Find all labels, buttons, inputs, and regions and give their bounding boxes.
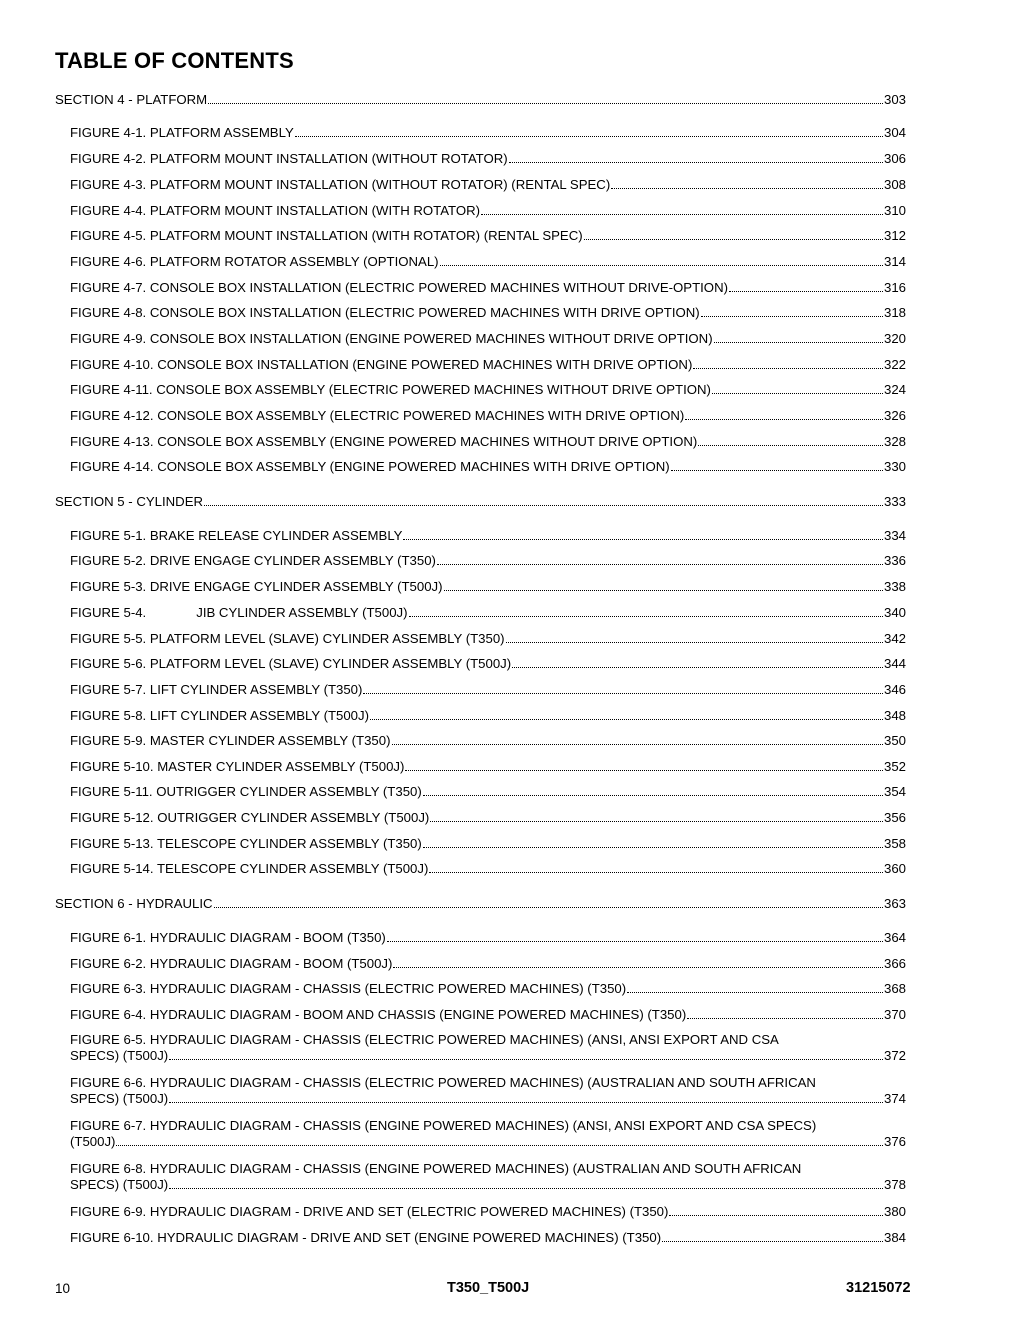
toc-entry-label: FIGURE 4-13. CONSOLE BOX ASSEMBLY (ENGINE POWERED MACHINES WITHOUT DRIVE OPTION) [70, 434, 698, 449]
toc-page-number: 326 [883, 408, 906, 423]
toc-entry-label: FIGURE 5-9. MASTER CYLINDER ASSEMBLY (T350) [70, 733, 391, 748]
toc-page-number: 340 [883, 605, 906, 620]
toc-page-number: 358 [883, 836, 906, 851]
dot-leader [627, 991, 883, 993]
toc-figure-entry[interactable] [70, 280, 906, 296]
toc-page-number: 360 [883, 861, 906, 876]
dot-leader [370, 718, 883, 720]
toc-entry-label: FIGURE 5-4. [70, 605, 147, 620]
dot-leader [169, 1101, 883, 1103]
toc-page-number: 356 [883, 810, 906, 825]
toc-entry-label: FIGURE 5-2. DRIVE ENGAGE CYLINDER ASSEMBLY (T350) [70, 553, 436, 568]
toc-figure-entry[interactable] [70, 1118, 906, 1150]
dot-leader [403, 538, 883, 540]
dot-leader [669, 1214, 883, 1216]
toc-entry-label-line2: SPECS) (T500J) [70, 1091, 169, 1106]
toc-page-number: 374 [883, 1091, 906, 1106]
dot-leader [512, 666, 883, 668]
toc-figure-entry[interactable] [70, 177, 906, 193]
toc-figure-entry[interactable] [70, 784, 906, 800]
toc-page-number: 378 [883, 1177, 906, 1192]
toc-figure-entry[interactable] [70, 1161, 906, 1193]
toc-page-number: 336 [883, 553, 906, 568]
toc-figure-entry[interactable] [70, 733, 906, 749]
toc-entry-label: FIGURE 4-2. PLATFORM MOUNT INSTALLATION (WITHOUT ROTATOR) [70, 151, 508, 166]
toc-entry-label: FIGURE 4-10. CONSOLE BOX INSTALLATION (ENGINE POWERED MACHINES WITH DRIVE OPTION) [70, 357, 693, 372]
toc-page-number: 348 [883, 708, 906, 723]
dot-leader [685, 418, 883, 420]
toc-entry-label: FIGURE 4-4. PLATFORM MOUNT INSTALLATION (WITH ROTATOR) [70, 203, 481, 218]
toc-page-number: 364 [883, 930, 906, 945]
toc-entry-label: SECTION 5 - CYLINDER [55, 494, 204, 509]
toc-entry-label: FIGURE 6-2. HYDRAULIC DIAGRAM - BOOM (T500J) [70, 956, 393, 971]
toc-figure-entry[interactable] [70, 708, 906, 724]
dot-leader [204, 504, 883, 506]
toc-figure-entry[interactable] [70, 434, 906, 450]
toc-entry-label-line2: (T500J) [70, 1134, 116, 1149]
toc-page-number: 338 [883, 579, 906, 594]
dot-leader [392, 743, 883, 745]
dot-leader [169, 1058, 883, 1060]
footer-page-number: 10 [55, 1281, 71, 1296]
toc-page-number: 316 [883, 280, 906, 295]
dot-leader [662, 1240, 883, 1242]
toc-page-number: 312 [883, 228, 906, 243]
toc-entry-label: FIGURE 5-6. PLATFORM LEVEL (SLAVE) CYLINDER ASSEMBLY (T500J) [70, 656, 512, 671]
toc-page-number: 328 [883, 434, 906, 449]
toc-entry-label: FIGURE 4-7. CONSOLE BOX INSTALLATION (ELECTRIC POWERED MACHINES WITHOUT DRIVE-OPTION) [70, 280, 728, 295]
toc-page-number: 303 [883, 92, 906, 107]
footer-model: T350_T500J [447, 1280, 530, 1296]
toc-figure-entry[interactable] [70, 605, 906, 621]
toc-entry-label: FIGURE 5-5. PLATFORM LEVEL (SLAVE) CYLINDER ASSEMBLY (T350) [70, 631, 505, 646]
footer-doc-number: 31215072 [846, 1280, 911, 1296]
toc-page-number: 372 [883, 1048, 906, 1063]
toc-figure-entry[interactable] [70, 228, 906, 244]
dot-leader [506, 641, 883, 643]
toc-entry-label: SECTION 4 - PLATFORM [55, 92, 208, 107]
toc-figure-entry[interactable] [70, 382, 906, 398]
toc-entry-label: FIGURE 4-3. PLATFORM MOUNT INSTALLATION (WITHOUT ROTATOR) (RENTAL SPEC) [70, 177, 611, 192]
toc-figure-entry[interactable] [70, 553, 906, 569]
toc-page-number: 308 [883, 177, 906, 192]
toc-entry-label: FIGURE 5-12. OUTRIGGER CYLINDER ASSEMBLY (T500J) [70, 810, 430, 825]
dot-leader [429, 871, 883, 873]
toc-page-number: 320 [883, 331, 906, 346]
toc-page-number: 324 [883, 382, 906, 397]
toc-entry-label: FIGURE 4-6. PLATFORM ROTATOR ASSEMBLY (OPTIONAL) [70, 254, 439, 269]
toc-entry-label: FIGURE 4-9. CONSOLE BOX INSTALLATION (ENGINE POWERED MACHINES WITHOUT DRIVE OPTION) [70, 331, 713, 346]
toc-page-number: 322 [883, 357, 906, 372]
toc-figure-entry[interactable] [70, 656, 906, 672]
toc-entry-label: FIGURE 4-11. CONSOLE BOX ASSEMBLY (ELECTRIC POWERED MACHINES WITHOUT DRIVE OPTION) [70, 382, 711, 397]
dot-leader [481, 213, 883, 215]
toc-entry-label: FIGURE 5-1. BRAKE RELEASE CYLINDER ASSEMBLY [70, 528, 403, 543]
toc-page-number: 304 [883, 125, 906, 140]
toc-figure-entry[interactable] [70, 528, 906, 544]
dot-leader [208, 102, 883, 104]
toc-figure-entry[interactable] [70, 203, 906, 219]
toc-figure-entry[interactable] [70, 810, 906, 826]
toc-page-number: 384 [883, 1230, 906, 1245]
toc-entry-label: FIGURE 5-11. OUTRIGGER CYLINDER ASSEMBLY (T350) [70, 784, 422, 799]
toc-page-number: 310 [883, 203, 906, 218]
toc-page-number: 330 [883, 459, 906, 474]
toc-page-number: 334 [883, 528, 906, 543]
toc-figure-entry[interactable] [70, 836, 906, 852]
toc-entry-label: FIGURE 4-5. PLATFORM MOUNT INSTALLATION (WITH ROTATOR) (RENTAL SPEC) [70, 228, 583, 243]
toc-figure-entry[interactable] [70, 579, 906, 595]
dot-leader [714, 341, 883, 343]
toc-entry-label-line1: FIGURE 6-5. HYDRAULIC DIAGRAM - CHASSIS (ELECTRIC POWERED MACHINES) (ANSI, ANSI EXPORT AND CSA [70, 1032, 779, 1047]
toc-figure-entry[interactable] [70, 1075, 906, 1107]
toc-entry-label: FIGURE 6-3. HYDRAULIC DIAGRAM - CHASSIS (ELECTRIC POWERED MACHINES) (T350) [70, 981, 627, 996]
toc-entry-label: FIGURE 4-12. CONSOLE BOX ASSEMBLY (ELECTRIC POWERED MACHINES WITH DRIVE OPTION) [70, 408, 685, 423]
toc-figure-entry[interactable] [70, 682, 906, 698]
toc-entry-label: FIGURE 5-14. TELESCOPE CYLINDER ASSEMBLY (T500J) [70, 861, 429, 876]
toc-entry-label: FIGURE 6-1. HYDRAULIC DIAGRAM - BOOM (T350) [70, 930, 386, 945]
dot-leader [729, 290, 883, 292]
dot-leader [295, 135, 883, 137]
dot-leader [116, 1144, 883, 1146]
toc-page-number: 344 [883, 656, 906, 671]
toc-page-number: 333 [883, 494, 906, 509]
toc-entry-label: FIGURE 5-7. LIFT CYLINDER ASSEMBLY (T350) [70, 682, 363, 697]
toc-entry-label: SECTION 6 - HYDRAULIC [55, 896, 213, 911]
toc-page-number: 363 [883, 896, 906, 911]
dot-leader [687, 1017, 883, 1019]
toc-page-number: 346 [883, 682, 906, 697]
dot-leader [584, 238, 883, 240]
toc-figure-entry[interactable] [70, 331, 906, 347]
toc-figure-entry[interactable] [70, 254, 906, 270]
toc-entry-label-line2: SPECS) (T500J) [70, 1048, 169, 1063]
dot-leader [423, 846, 883, 848]
toc-entry-label: FIGURE 5-8. LIFT CYLINDER ASSEMBLY (T500J) [70, 708, 370, 723]
dot-leader [363, 692, 883, 694]
toc-figure-entry[interactable] [70, 861, 906, 877]
toc-figure-entry[interactable] [70, 956, 906, 972]
dot-leader [214, 906, 883, 908]
toc-entry-label: FIGURE 4-1. PLATFORM ASSEMBLY [70, 125, 294, 140]
toc-entry-label: FIGURE 4-14. CONSOLE BOX ASSEMBLY (ENGINE POWERED MACHINES WITH DRIVE OPTION) [70, 459, 670, 474]
toc-page-number: 318 [883, 305, 906, 320]
toc-section-entry[interactable] [55, 494, 906, 510]
toc-figure-entry[interactable] [70, 631, 906, 647]
toc-page-number: 350 [883, 733, 906, 748]
dot-leader [423, 794, 883, 796]
dot-leader [444, 589, 883, 591]
toc-page-number: 370 [883, 1007, 906, 1022]
toc-figure-entry[interactable] [70, 1230, 906, 1246]
dot-leader [701, 315, 883, 317]
toc-figure-entry[interactable] [70, 759, 906, 775]
dot-leader [430, 820, 883, 822]
toc-entry-label-title: JIB CYLINDER ASSEMBLY (T500J) [196, 605, 408, 620]
toc-page-number: 366 [883, 956, 906, 971]
dot-leader [405, 769, 883, 771]
toc-page-number: 354 [883, 784, 906, 799]
toc-entry-label: FIGURE 6-4. HYDRAULIC DIAGRAM - BOOM AND CHASSIS (ENGINE POWERED MACHINES) (T350) [70, 1007, 687, 1022]
toc-figure-entry[interactable] [70, 125, 906, 141]
dot-leader [393, 966, 883, 968]
toc-page-number: 306 [883, 151, 906, 166]
toc-figure-entry[interactable] [70, 981, 906, 997]
toc-entry-label-line1: FIGURE 6-6. HYDRAULIC DIAGRAM - CHASSIS (ELECTRIC POWERED MACHINES) (AUSTRALIAN AND SOUTH AFRICAN [70, 1075, 816, 1090]
toc-entry-label: FIGURE 6-10. HYDRAULIC DIAGRAM - DRIVE AND SET (ENGINE POWERED MACHINES) (T350) [70, 1230, 662, 1245]
dot-leader [169, 1187, 883, 1189]
toc-entry-label-line1: FIGURE 6-7. HYDRAULIC DIAGRAM - CHASSIS (ENGINE POWERED MACHINES) (ANSI, ANSI EXPORT AND CSA SPECS) [70, 1118, 817, 1133]
toc-figure-entry[interactable] [70, 1204, 906, 1220]
toc-figure-entry[interactable] [70, 1007, 906, 1023]
toc-page-number: 352 [883, 759, 906, 774]
dot-leader [712, 392, 883, 394]
toc-figure-entry[interactable] [70, 930, 906, 946]
toc-figure-entry[interactable] [70, 357, 906, 373]
dot-leader [693, 367, 883, 369]
dot-leader [698, 444, 883, 446]
toc-page-number: 376 [883, 1134, 906, 1149]
toc-entry-label: FIGURE 5-13. TELESCOPE CYLINDER ASSEMBLY (T350) [70, 836, 422, 851]
dot-leader [409, 615, 883, 617]
toc-entry-label: FIGURE 5-3. DRIVE ENGAGE CYLINDER ASSEMBLY (T500J) [70, 579, 443, 594]
toc-page-number: 380 [883, 1204, 906, 1219]
dot-leader [387, 940, 883, 942]
toc-entry-label: FIGURE 5-10. MASTER CYLINDER ASSEMBLY (T500J) [70, 759, 405, 774]
toc-entry-label-line2: SPECS) (T500J) [70, 1177, 169, 1192]
toc-entry-label: FIGURE 4-8. CONSOLE BOX INSTALLATION (ELECTRIC POWERED MACHINES WITH DRIVE OPTION) [70, 305, 700, 320]
toc-page-number: 314 [883, 254, 906, 269]
dot-leader [509, 161, 883, 163]
toc-entry-label: FIGURE 6-9. HYDRAULIC DIAGRAM - DRIVE AND SET (ELECTRIC POWERED MACHINES) (T350) [70, 1204, 669, 1219]
toc-page-number: 368 [883, 981, 906, 996]
toc-figure-entry[interactable] [70, 151, 906, 167]
toc-section-entry[interactable] [55, 92, 906, 108]
dot-leader [437, 563, 883, 565]
toc-figure-entry[interactable] [70, 305, 906, 321]
dot-leader [611, 187, 883, 189]
dot-leader [671, 469, 883, 471]
toc-figure-entry[interactable] [70, 459, 906, 475]
toc-entry-label-line1: FIGURE 6-8. HYDRAULIC DIAGRAM - CHASSIS (ENGINE POWERED MACHINES) (AUSTRALIAN AND SOUTH AFRICAN [70, 1161, 802, 1176]
toc-section-entry[interactable] [55, 896, 906, 912]
toc-figure-entry[interactable] [70, 408, 906, 424]
dot-leader [440, 264, 883, 266]
toc-page-number: 342 [883, 631, 906, 646]
page-title: TABLE OF CONTENTS [55, 48, 294, 73]
toc-figure-entry[interactable] [70, 1032, 906, 1064]
